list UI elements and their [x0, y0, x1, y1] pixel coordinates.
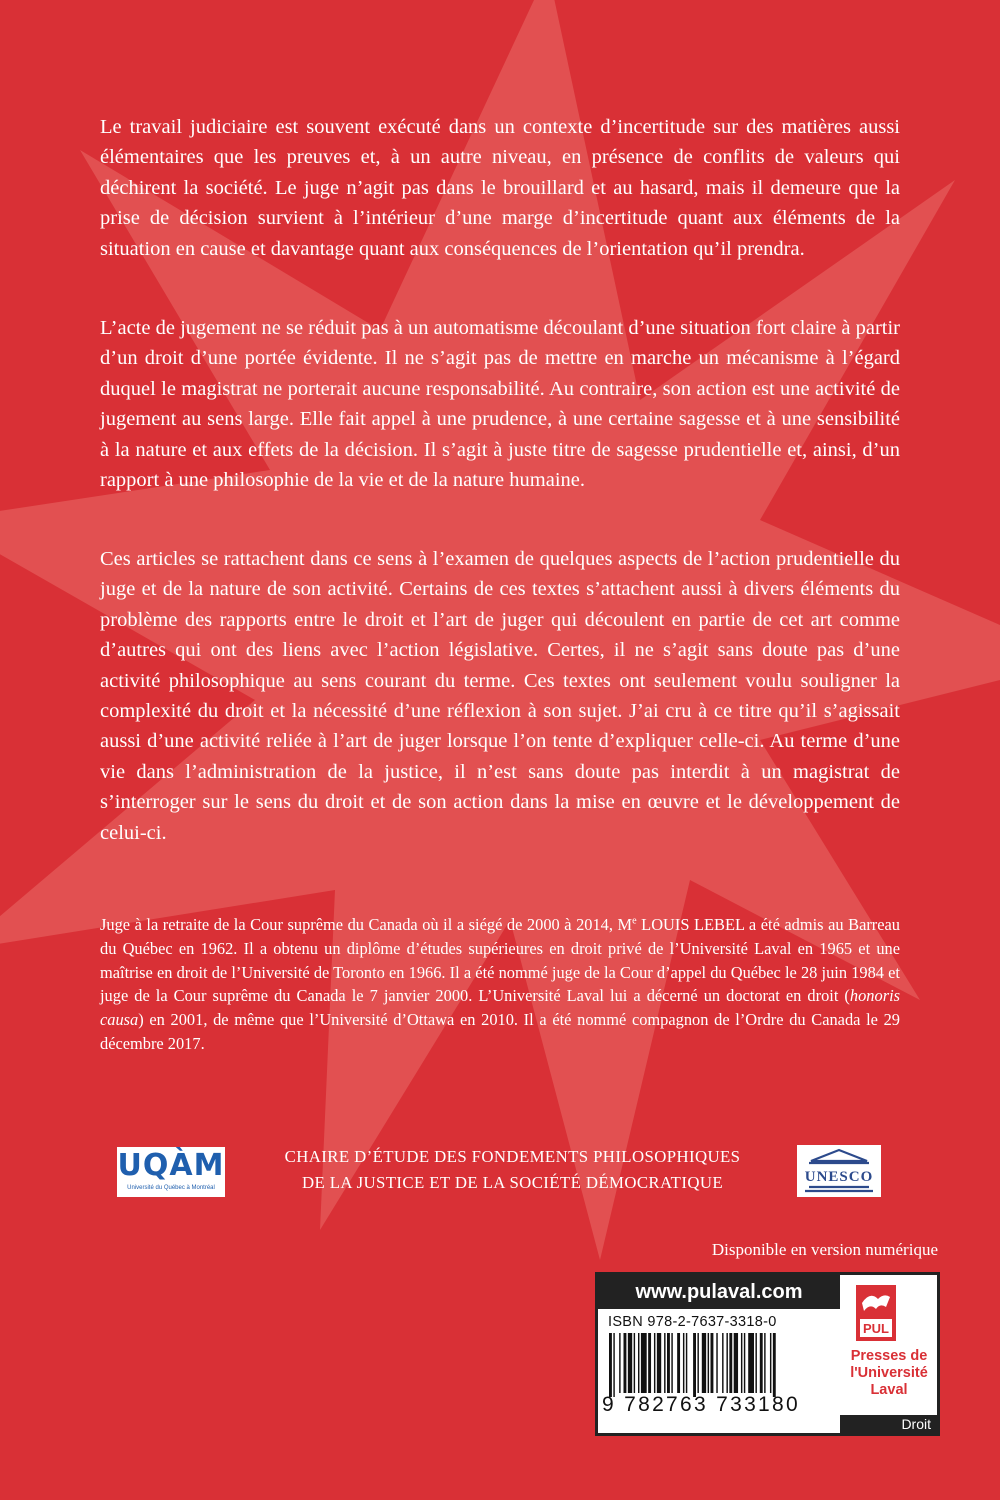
barcode-bar [697, 1333, 698, 1393]
barcode-bar [667, 1333, 670, 1393]
barcode-bar [711, 1333, 714, 1393]
barcode-icon [607, 1333, 831, 1397]
barcode-bar [755, 1333, 756, 1393]
barcode-digits: 9 782763 733180 [602, 1393, 800, 1416]
publisher-name [841, 1348, 937, 1399]
pul-logo-text: PUL [863, 1321, 889, 1336]
collection-label: Droit [840, 1415, 937, 1433]
barcode-bar [677, 1333, 680, 1393]
barcode-bar [702, 1333, 706, 1393]
barcode-bar [716, 1333, 717, 1393]
chaire-line-1: CHAIRE D’ÉTUDE DES FONDEMENTS PHILOSOPHIQUES [284, 1147, 741, 1166]
unesco-logo-text: UNESCO [804, 1169, 874, 1185]
barcode-bar [729, 1333, 732, 1393]
barcode-bar [708, 1333, 709, 1393]
barcode-bar [726, 1333, 727, 1393]
barcode-bar [638, 1333, 639, 1393]
barcode-bar [628, 1333, 632, 1393]
publisher-name-line-3: Laval [870, 1382, 908, 1398]
chaire-line-2: DE LA JUSTICE ET DE LA SOCIÉTÉ DÉMOCRATIQUE [301, 1173, 724, 1192]
publisher-barcode-box [595, 1272, 940, 1436]
barcode-bar [773, 1333, 776, 1397]
barcode-bar [722, 1333, 723, 1393]
uqam-logo-word: UQÀM [117, 1148, 225, 1183]
barcode-bar [748, 1333, 754, 1393]
bio-text-2: LOUIS LEBEL a été admis au Barreau du Québec en 1962. Il a obtenu un diplôme d’études supérieures en droit privé de l’Université Laval en 1965 et une maîtrise en droit de l’Université de Toronto en 1966. Il a été nommé juge de la Cour d’appel du Québec le 28 juin 1984 et juge de la Cour suprême du Canada le 7 janvier 2000. L’Université Laval lui a décerné un doctorat en droit ( [100, 915, 901, 1006]
barcode-bar [609, 1333, 612, 1397]
barcode-bar [741, 1333, 742, 1393]
barcode-bar [770, 1333, 771, 1393]
barcode-bar [744, 1333, 745, 1393]
author-bio [100, 913, 900, 1056]
publisher-name-line-1: Presses de [850, 1348, 928, 1364]
barcode-bar [683, 1333, 684, 1393]
uqam-logo-subtitle: Université du Québec à Montréal [127, 1185, 215, 1191]
pul-logo-icon [856, 1285, 896, 1341]
isbn-label: ISBN 978-2-7637-3318-0 [608, 1314, 777, 1330]
barcode-bar [686, 1333, 687, 1393]
bio-text-1: Juge à la retraite de la Cour suprême du Canada où il a siégé de 2000 à 2014, M [100, 915, 633, 934]
barcode-bar [671, 1333, 672, 1393]
body-paragraph-1: Le travail judiciaire est souvent exécuté dans un contexte d’incertitude sur des matières aussi élémentaires que les preuves et, à un autre niveau, en présence de conflits de valeurs qui déchirent la société. Le juge n’agit pas dans le brouillard et au hasard, mais il demeure que la prise de décision survient à l’intérieur d’une marge d’incertitude quant aux éléments de la situation en cause et davantage quant aux conséquences de l’orientation qu’il prendra. [100, 116, 900, 260]
unesco-temple-icon [797, 1145, 881, 1197]
uqam-logo [117, 1147, 225, 1197]
barcode-bar [664, 1333, 665, 1393]
barcode-bar [648, 1333, 651, 1393]
barcode-bar [634, 1333, 635, 1393]
barcode-bar [641, 1333, 647, 1393]
barcode-bar [764, 1333, 765, 1393]
bio-text-3: ) en 2001, de même que l’Université d’Ottawa en 2010. Il a été nommé compagnon de l’Ordre du Canada le 29 décembre 2017. [100, 1010, 900, 1053]
barcode-bar [734, 1333, 738, 1393]
barcode-bar [657, 1333, 661, 1393]
digital-availability-note: Disponible en version numérique [711, 1240, 938, 1259]
bio-italic: honoris causa [100, 986, 900, 1030]
barcode-bar [654, 1333, 655, 1393]
unesco-logo [797, 1145, 881, 1197]
body-paragraph-2: L’acte de jugement ne se réduit pas à un automatisme découlant d’une situation fort claire à partir d’un droit d’une portée évidente. Il ne s’agit pas de mettre en marche un mécanisme à l’égard duquel le magistrat ne porterait aucune responsabilité. Au contraire, son action est une activité de jugement au sens large. Elle fait appel à une prudence, à une certaine sagesse et à une sensibilité à la nature et aux effets de la décision. Il s’agit à juste titre de sagesse prudentielle et, ainsi, d’un rapport à une philosophie de la vie et de la nature humaine. [100, 317, 900, 492]
barcode-bar [619, 1333, 620, 1393]
publisher-url[interactable]: www.pulaval.com [598, 1275, 840, 1309]
barcode-bar [760, 1333, 763, 1393]
bio-superscript: e [632, 915, 637, 927]
body-paragraph-3: Ces articles se rattachent dans ce sens à l’examen de quelques aspects de l’action prudentielle du juge et de la nature de son activité. Certains de ces textes s’attachent aussi à divers éléments du problème des rapports entre le droit et l’art de juger qui découlent en partie de cet art comme d’autres qui ont des liens avec l’action législative. Certes, il ne s’agit sans doute pas d’une activité philosophique au sens courant du terme. Ces textes ont seulement voulu souligner la complexité du droit et la nécessité d’une réflexion à son sujet. J’ai cru à ce titre qu’il s’agissait aussi d’une activité reliée à l’art de juger lorsque l’on tente d’expliquer celle-ci. Au terme d’une vie dans l’administration de la justice, il n’est sans doute pas interdit à un magistrat de s’interroger sur le sens du droit et de son action dans la mise en œuvre et le développement de celui-ci. [100, 548, 900, 844]
publisher-name-line-2: l'Université [850, 1365, 928, 1381]
barcode-bar [624, 1333, 627, 1393]
chaire-title [240, 1144, 785, 1196]
barcode-bar [693, 1333, 696, 1397]
barcode-bar [613, 1333, 614, 1397]
